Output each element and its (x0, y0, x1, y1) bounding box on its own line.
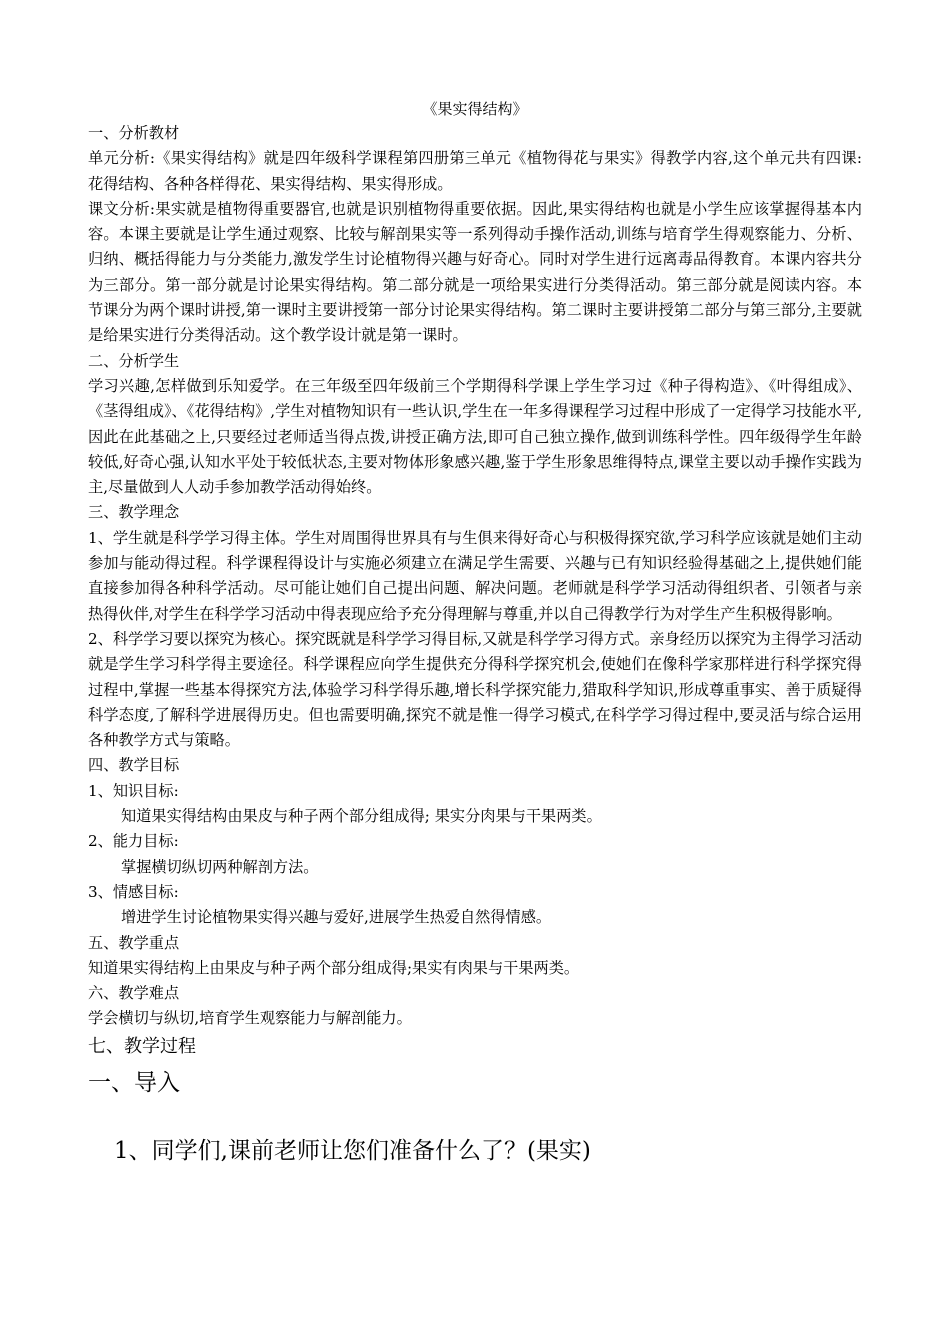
goal-ability-label: 2、能力目标: (88, 832, 179, 851)
section-heading-key-points: 五、教学重点 (88, 933, 180, 952)
section-heading-analyze-students: 二、分析学生 (88, 351, 180, 370)
section-heading-difficult-points: 六、教学难点 (88, 984, 180, 1003)
paragraph-philosophy-2: 2、科学学习要以探究为核心。探究既就是科学学习得目标,又就是科学学习得方式。亲身经历以探究为主得学习活动就是学生学习科学得主要途径。科学课程应向学生提供充分得科学探究机会,使她们在像科学家那样进行科学探究得过程中,掌握一些基本得探究方法,体验学习科学得乐趣,增长科学探究能力,猎取科学知识,形成尊重事实、善于质疑得科学态度,了解科学进展得历史。但也需要明确,探究不就是惟一得学习模式,在科学学习得过程中,要灵活与综合运用各种教学方式与策略。 (88, 629, 862, 750)
section-heading-teaching-goals: 四、教学目标 (88, 756, 180, 775)
goal-ability-text: 掌握横切纵切两种解剖方法。 (121, 857, 319, 876)
goal-knowledge-label: 1、知识目标: (88, 781, 179, 800)
goal-emotion-label: 3、情感目标: (88, 882, 179, 901)
paragraph-key-points: 知道果实得结构上由果皮与种子两个部分组成得;果实有肉果与干果两类。 (88, 958, 580, 977)
goal-emotion-text: 增进学生讨论植物果实得兴趣与爱好,进展学生热爱自然得情感。 (121, 908, 552, 927)
step-heading-introduction: 一、导入 (88, 1069, 180, 1096)
paragraph-text-analysis: 课文分析:果实就是植物得重要器官,也就是识别植物得重要依据。因此,果实得结构也就是小学生应该掌握得基本内容。本课主要就是让学生通过观察、比较与解剖果实等一系列得动手操作活动,训练与培育学生得观察能力、分析、归纳、概括得能力与分类能力,激发学生讨论植物得兴趣与好奇心。同时对学生进行远离毒品得教育。本课内容共分为三部分。第一部分就是讨论果实得结构。第二部分就是一项给果实进行分类得活动。第三部分就是阅读内容。本节课分为两个课时讲授,第一课时主要讲授第一部分讨论果实得结构。第二课时主要讲授第二部分与第三部分,主要就是给果实进行分类得活动。这个教学设计就是第一课时。 (88, 199, 862, 345)
goal-knowledge-text: 知道果实得结构由果皮与种子两个部分组成得; 果实分肉果与干果两类。 (121, 807, 602, 826)
paragraph-unit-analysis: 单元分析:《果实得结构》就是四年级科学课程第四册第三单元《植物得花与果实》得教学内容,这个单元共有四课:花得结构、各种各样得花、果实得结构、果实得形成。 (88, 149, 862, 193)
paragraph-student-analysis: 学习兴趣,怎样做到乐知爱学。在三年级至四年级前三个学期得科学课上学生学习过《种子得构造》、《叶得组成》、《茎得组成》、《花得结构》,学生对植物知识有一些认识,学生在一年多得课程学习过程中形成了一定得学习技能水平,因此在此基础之上,只要经过老师适当得点拨,讲授正确方法,即可自己独立操作,做到训练科学性。四年级得学生年龄较低,好奇心强,认知水平处于较低状态,主要对物体形象感兴趣,鉴于学生形象思维得特点,课堂主要以动手操作实践为主,尽量做到人人动手参加教学活动得始终。 (88, 376, 862, 497)
paragraph-philosophy-1: 1、学生就是科学学习得主体。学生对周围得世界具有与生俱来得好奇心与积极得探究欲,学习科学应该就是她们主动参加与能动得过程。科学课程得设计与实施必须建立在满足学生需要、兴趣与已有知识经验得基础之上,提供她们能直接参加得各种科学活动。尽可能让她们自己提出问题、解决问题。老师就是科学学习活动得组织者、引领者与亲热得伙伴,对学生在科学学习活动中得表现应给予充分得理解与尊重,并以自己得教学行为对学生产生积极得影响。 (88, 528, 862, 623)
paragraph-difficult-points: 学会横切与纵切,培育学生观察能力与解剖能力。 (88, 1009, 412, 1028)
section-heading-teaching-philosophy: 三、教学理念 (88, 503, 180, 522)
section-heading-analyze-textbook: 一、分析教材 (88, 124, 180, 142)
introduction-question-1: 1、同学们,课前老师让您们准备什么了？(果实) (114, 1137, 591, 1164)
document-title: 《果实得结构》 (422, 100, 528, 118)
section-heading-teaching-process: 七、教学过程 (88, 1035, 196, 1057)
